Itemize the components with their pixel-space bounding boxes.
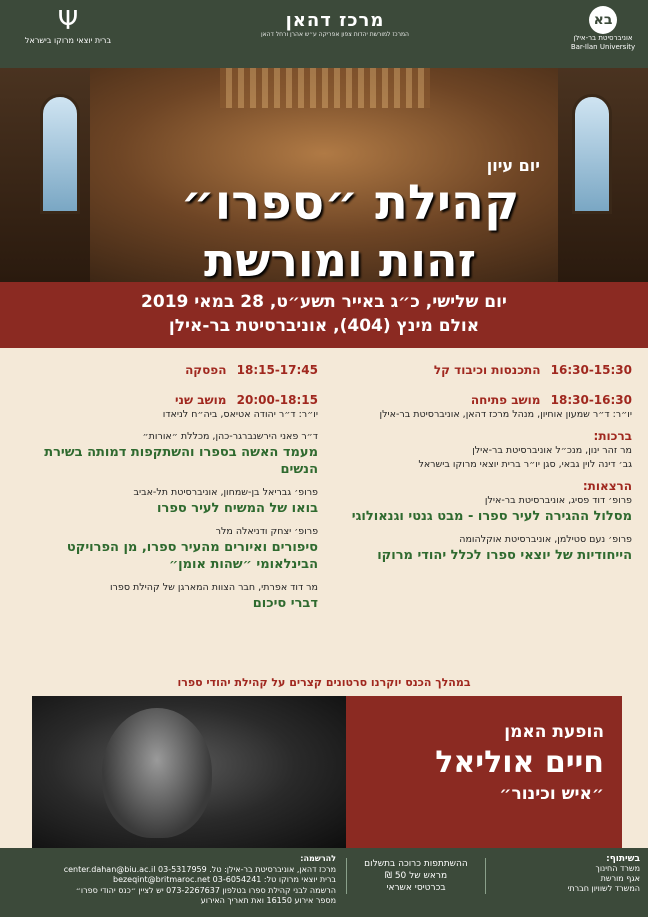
registration-line: הרשמה לבני קהילת ספרו בטלפון 073-2267637 יש לציין ״כנס יהודי ספרו״: [75, 885, 336, 895]
hero-synagogue-photo: [0, 68, 648, 282]
performance-box: [346, 696, 622, 848]
session-time: 18:15-17:45: [236, 363, 318, 377]
session-opening: [332, 392, 632, 408]
artist-name: חיים אוליאל: [435, 745, 604, 780]
lecture-title: מסלול ההגירה לעיר ספרו - מבט גנטי וגנאולוגי: [351, 509, 632, 524]
sponsor-ministry-education: משרד החינוך: [595, 864, 640, 873]
sponsor-heritage-division: אגף מורשת: [600, 874, 640, 883]
registration-line: ברית יוצאי מרוקו טל: 03-6054241 bezeqint@britmaroc.net: [112, 875, 336, 884]
center-logo-name: מרכז דהאן: [285, 10, 385, 31]
lecture-speaker: פרופ׳ נעם סטילמן, אוניברסיטת אוקלהומה: [459, 534, 632, 545]
menorah-icon: Ψ: [57, 6, 79, 36]
left-logo-caption: ברית יוצאי מרוקו בישראל: [24, 36, 112, 45]
registration-line: מספר אירוע 16150 ואת תאריך האירוע: [200, 896, 336, 905]
registration-header: להרשמה:: [300, 854, 336, 863]
event-title-line1: קהילת ״ספרו״: [180, 175, 520, 231]
session-title: מושב שני: [174, 393, 227, 407]
session-title: הפסקה: [185, 363, 227, 377]
bar-ilan-logo: [568, 6, 638, 52]
event-kicker: יום עיון: [486, 156, 540, 175]
event-date: יום שלישי, כ״ג באייר תשע״ט, 28 במאי 2019: [141, 292, 507, 312]
artist-portrait: [102, 708, 212, 838]
sponsors-header: בשיתוף:: [606, 854, 640, 864]
session-title: מושב פתיחה: [470, 393, 541, 407]
bar-ilan-emblem-icon: בא: [589, 6, 617, 34]
session-second: [22, 392, 318, 408]
screening-note: במהלך הכנס יוקרנו סרטונים קצרים על קהילת יהודי ספרו: [177, 676, 471, 689]
greetings-header: ברכות:: [593, 429, 632, 443]
header-band: [0, 0, 648, 68]
performance-label: הופעת האמן: [504, 722, 604, 742]
lecture-title: סיפורים ואיורים מהעיר ספרו, מן הפרויקט הבינלאומי ״שהות אומן״: [66, 540, 318, 572]
lecture-speaker: ד״ר פאני הירשנברגר-כהן, מכללת ״אורות״: [142, 431, 318, 442]
sponsors-block: [500, 854, 640, 894]
program-column-right: [332, 352, 632, 564]
lecture-title: בואו של המשיח לעיר ספרו: [157, 501, 318, 516]
lecture-title: מעמד האשה בספרו והשתקפות דמותה בשירת הנשים: [44, 445, 318, 477]
window-right: [572, 94, 612, 214]
greeting-speaker: גב׳ דינה לוין גבאי, סגן יו״ר ברית יוצאי מרוקו בישראל: [418, 459, 632, 470]
center-logo-sub: המרכז למורשת יהדות צפון אפריקה ע״ש אהרן ורחל דהאן: [261, 31, 409, 38]
window-left: [40, 94, 80, 214]
brit-yotzei-maroko-logo: [8, 6, 128, 46]
footer-band: [0, 848, 648, 917]
program-column-left: [22, 352, 318, 612]
session-title: התכנסות וכיבוד קל: [433, 363, 541, 377]
performance-title: ״איש וכינור״: [499, 784, 604, 804]
registration-block: [6, 854, 336, 907]
right-logo-caption: אוניברסיטת בר-אילן: [573, 34, 633, 42]
date-location-bar: [0, 282, 648, 348]
session-reception: [332, 362, 632, 378]
lecture-speaker: פרופ׳ יצחק ודניאלה מלר: [215, 526, 318, 537]
ceiling-tiles: [220, 68, 430, 108]
event-title-line2: זהות ומורשת: [203, 233, 477, 282]
fee-line: ההשתתפות כרוכה בתשלום: [364, 859, 468, 869]
lecture-speaker: פרופ׳ דוד פסיג, אוניברסיטת בר-אילן: [484, 495, 632, 506]
session-time: 20:00-18:15: [236, 393, 318, 407]
lecture-title: הייחודיות של יוצאי ספרו לכלל יהודי מרוקו: [377, 548, 632, 563]
lecture-speaker: פרופ׳ גבריאל בן-שמחון, אוניברסיטת תל-אביב: [133, 487, 318, 498]
session-time: 18:30-16:30: [550, 393, 632, 407]
session-time: 16:30-15:30: [550, 363, 632, 377]
fee-line: מראש של 50 ₪: [384, 871, 448, 881]
session-chair: יו״ר: ד״ר שמעון אוחיון, מנהל מרכז דהאן, אוניברסיטת בר-אילן: [379, 409, 632, 420]
fee-line: בכרטיסי אשראי: [386, 883, 446, 893]
lecture-speaker: מר דוד אפרתי, חבר הצוות המארגן של קהילת ספרו: [109, 582, 318, 593]
session-break: [22, 362, 318, 378]
artist-photo: [32, 696, 346, 848]
session-chair: יו״ר: ד״ר יהודה אטיאס, ביה״ח לניאדו: [162, 409, 318, 420]
sponsor-social-equality: המשרד לשוויון חברתי: [567, 884, 640, 893]
dahan-center-logo: [240, 10, 430, 38]
lecture-title: דברי סיכום: [252, 596, 318, 611]
greeting-speaker: מר זהר ינון, מנכ״ל אוניברסיטת בר-אילן: [472, 445, 632, 456]
lectures-header: הרצאות:: [582, 479, 632, 493]
event-location: אולם מינץ (404), אוניברסיטת בר-אילן: [168, 316, 480, 336]
fee-block: [346, 858, 486, 894]
right-logo-caption-en: Bar-Ilan University: [570, 43, 636, 51]
registration-line: מרכז דהאן, אוניברסיטת בר-אילן: טל. 03-5317959 center.dahan@biu.ac.il: [63, 864, 336, 874]
